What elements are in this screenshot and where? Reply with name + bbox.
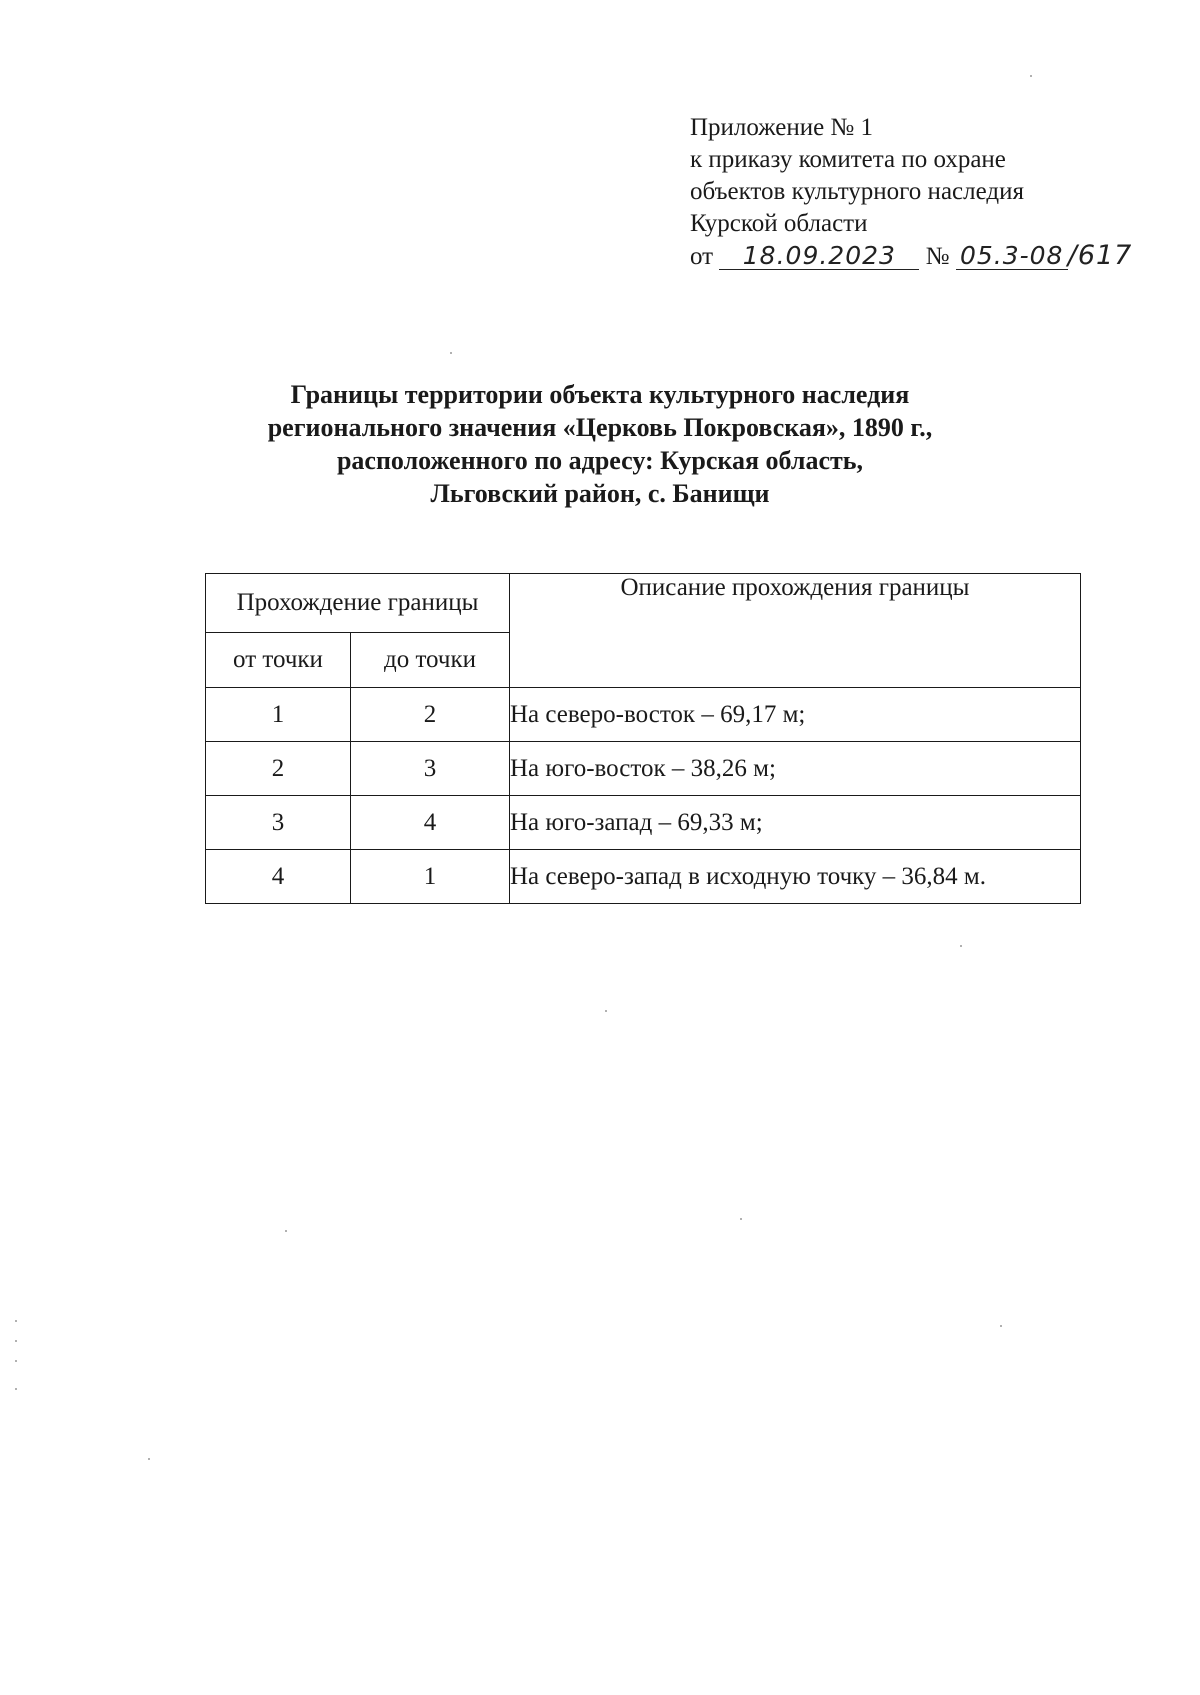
appendix-title: Приложение № 1 xyxy=(690,114,874,141)
cell-description: На северо-запад в исходную точку – 36,84 м. xyxy=(510,850,1081,904)
scan-speck xyxy=(605,1010,607,1012)
order-number-suffix-handwritten: /617 xyxy=(1067,240,1133,271)
cell-description: На юго-запад – 69,33 м; xyxy=(510,796,1081,850)
appendix-block xyxy=(690,112,1160,273)
cell-to-point: 2 xyxy=(351,688,510,742)
cell-description: На северо-восток – 69,17 м; xyxy=(510,688,1081,742)
scan-speck xyxy=(1000,1325,1002,1327)
title-line-2: регионального значения «Церковь Покровская», 1890 г., xyxy=(267,413,933,442)
scan-speck xyxy=(960,945,962,947)
order-date-number-line xyxy=(690,240,1160,273)
title-line-3: расположенного по адресу: Курская область, xyxy=(336,446,864,475)
cell-to-point: 1 xyxy=(351,850,510,904)
table-row xyxy=(206,742,1081,796)
order-from-label: от xyxy=(690,243,714,270)
boundary-table xyxy=(205,573,1081,904)
title-line-4: Льговский район, с. Банищи xyxy=(430,479,770,508)
appendix-committee: объектов культурного наследия xyxy=(690,178,1024,205)
appendix-region: Курской области xyxy=(690,210,868,237)
table-row xyxy=(206,688,1081,742)
scan-speck xyxy=(15,1388,17,1390)
appendix-order-ref: к приказу комитета по охране xyxy=(690,146,1006,173)
cell-to-point: 3 xyxy=(351,742,510,796)
cell-to-point: 4 xyxy=(351,796,510,850)
cell-from-point: 3 xyxy=(206,796,351,850)
table-row xyxy=(206,850,1081,904)
title-line-1: Границы территории объекта культурного наследия xyxy=(290,380,910,409)
cell-from-point: 2 xyxy=(206,742,351,796)
table-row xyxy=(206,796,1081,850)
scan-speck xyxy=(450,352,452,354)
header-from-point: от точки xyxy=(206,633,351,688)
document-title xyxy=(150,378,1050,510)
order-date-handwritten: 18.09.2023 xyxy=(719,243,919,270)
order-number-label: № xyxy=(925,243,950,270)
scan-speck xyxy=(15,1320,17,1322)
order-number-handwritten: 05.3-08 xyxy=(956,243,1068,270)
scan-speck xyxy=(1030,75,1032,77)
cell-from-point: 1 xyxy=(206,688,351,742)
header-to-point: до точки xyxy=(351,633,510,688)
scan-speck xyxy=(740,1218,742,1220)
scan-speck xyxy=(15,1340,17,1342)
cell-description: На юго-восток – 38,26 м; xyxy=(510,742,1081,796)
scan-speck xyxy=(15,1360,17,1362)
header-boundary-description: Описание прохождения границы xyxy=(510,574,1081,688)
scan-speck xyxy=(285,1230,287,1232)
header-boundary-passage: Прохождение границы xyxy=(206,574,510,633)
cell-from-point: 4 xyxy=(206,850,351,904)
scan-speck xyxy=(148,1458,150,1460)
table-header-row xyxy=(206,574,1081,633)
